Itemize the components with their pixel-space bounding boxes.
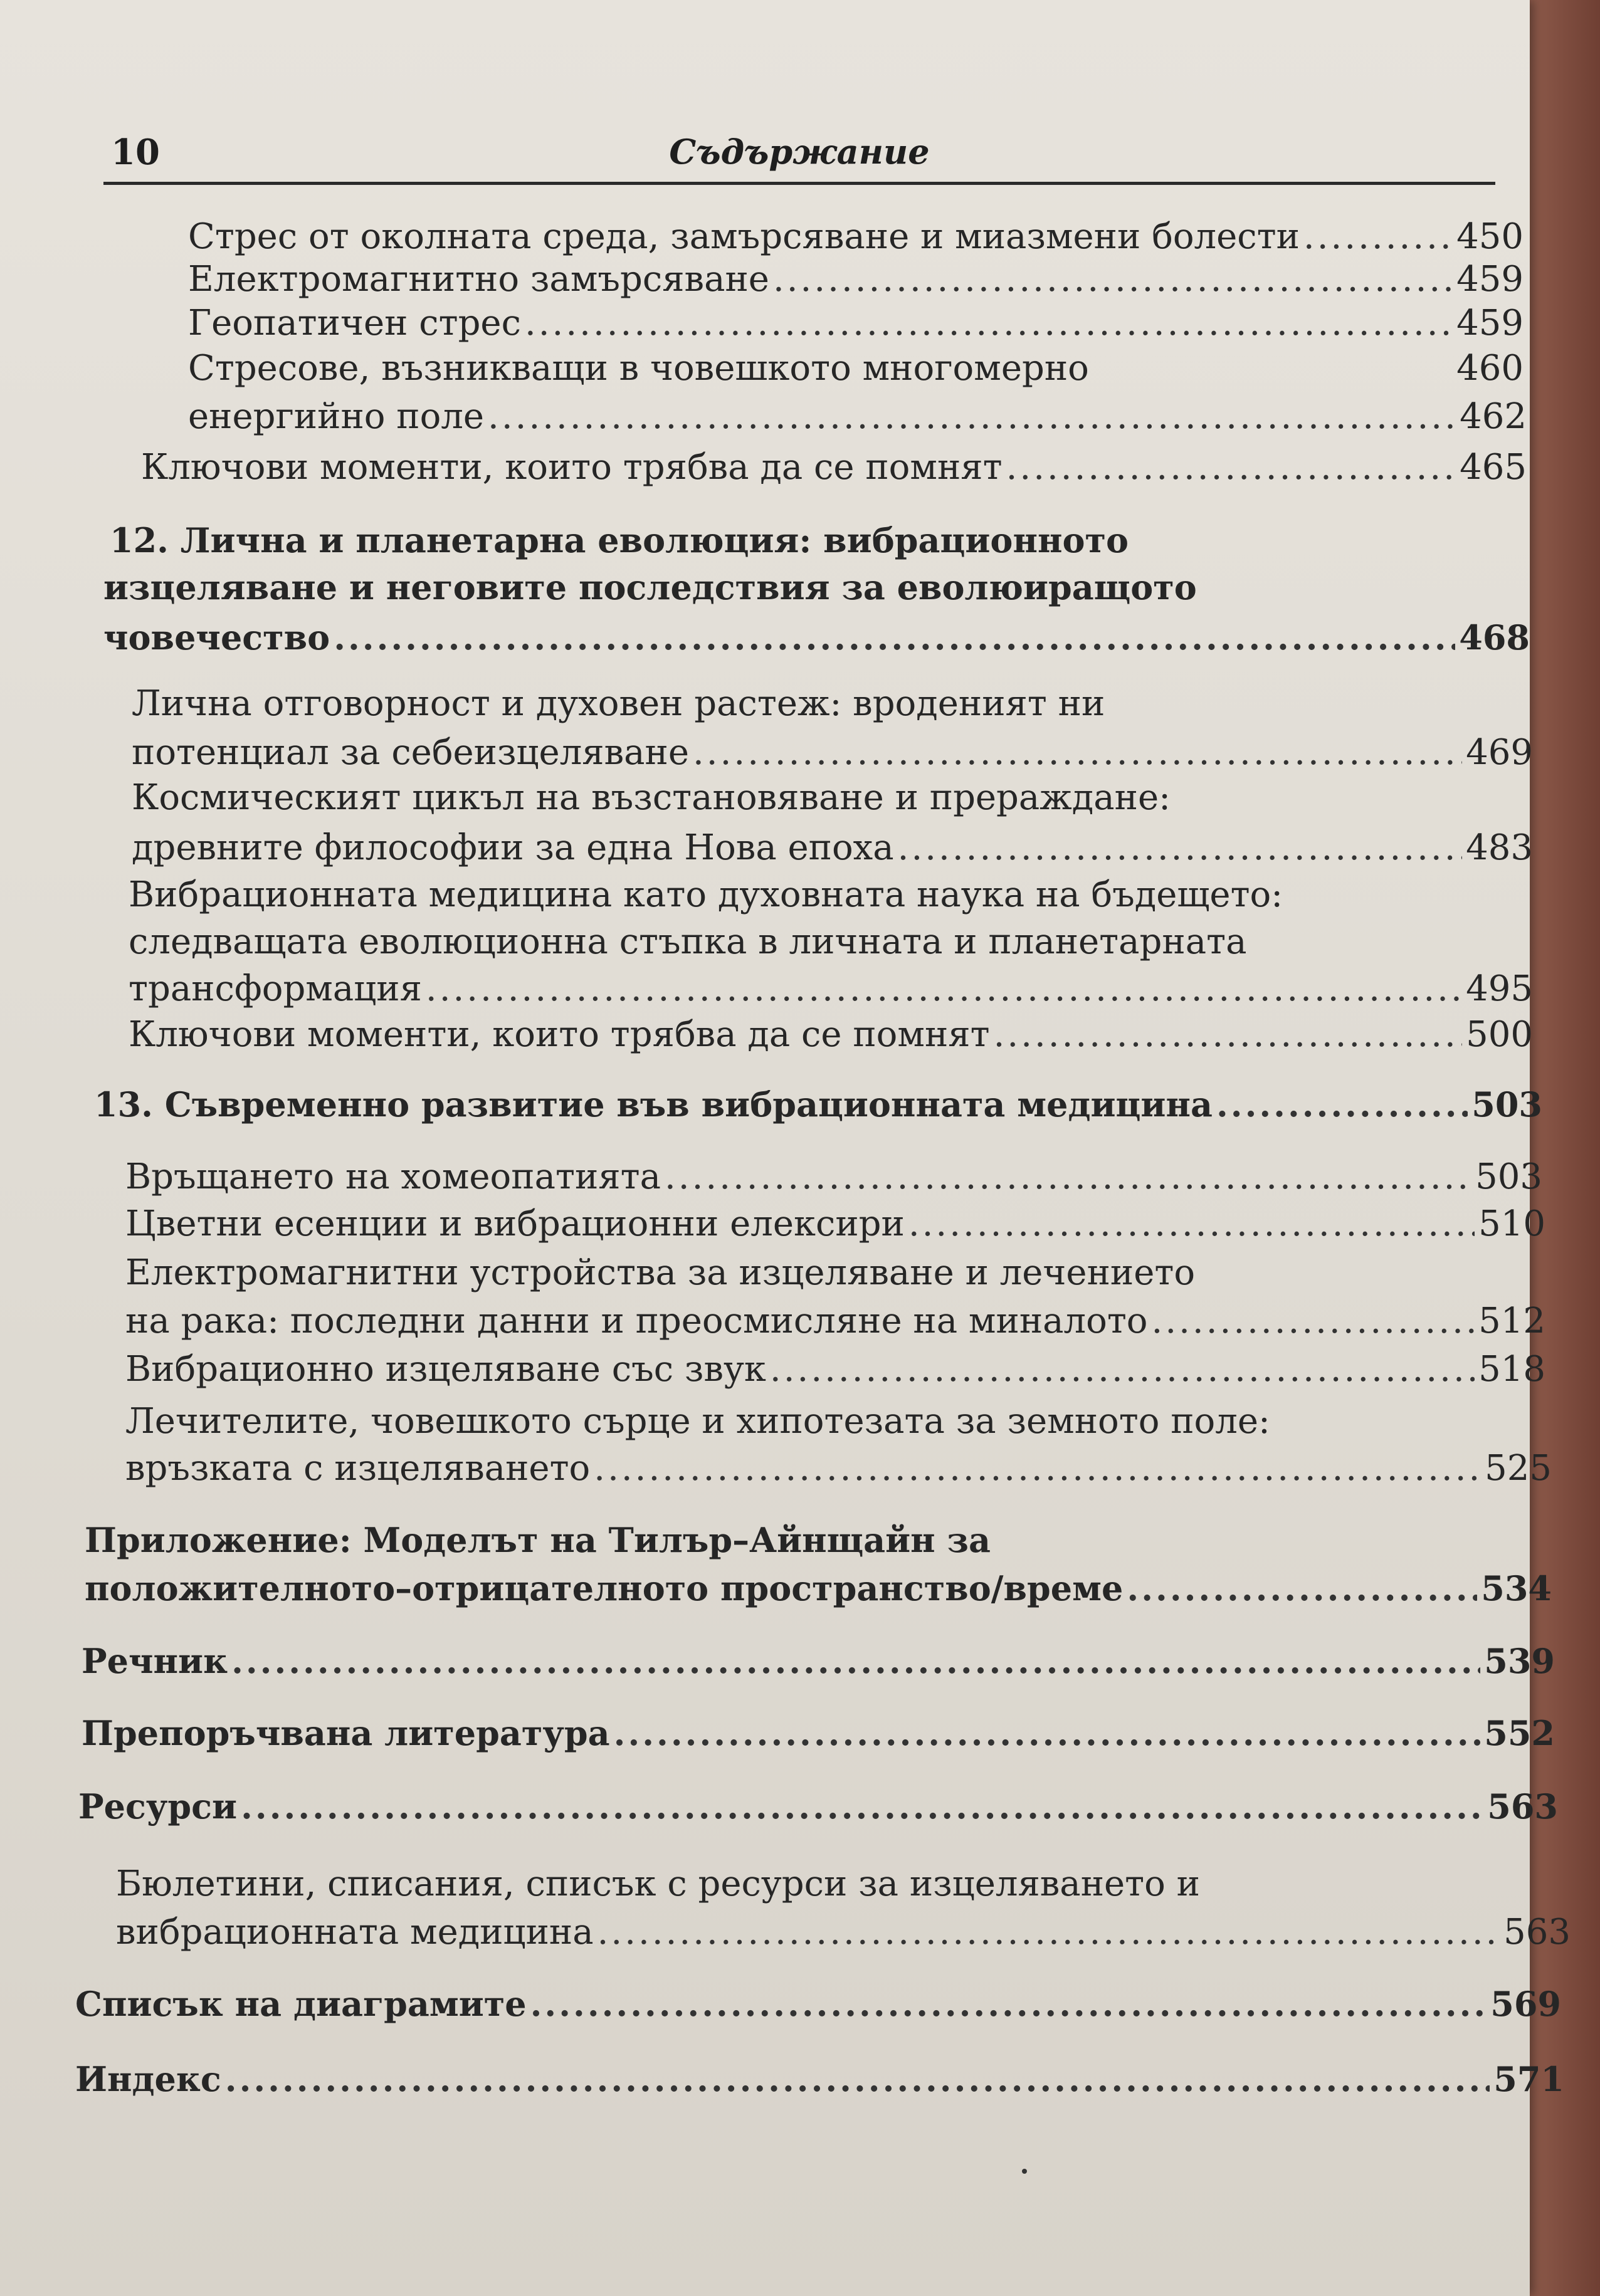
toc-entry[interactable] — [129, 1014, 1533, 1055]
dot-leader — [1006, 447, 1456, 488]
dot-leader — [334, 617, 1455, 658]
toc-entry-page: 503 — [1475, 1156, 1542, 1197]
toc-entry-title: древните философии за една Нова епоха — [132, 827, 894, 868]
toc-entry-page: 450 — [1456, 216, 1524, 257]
toc-entry-page: 483 — [1466, 827, 1533, 868]
toc-entry-line[interactable]: следващата еволюционна стъпка в личната и планетарната — [129, 921, 1247, 962]
toc-entry-page: 563 — [1503, 1912, 1571, 1953]
toc-entry[interactable] — [132, 827, 1533, 868]
toc-entry[interactable] — [188, 216, 1524, 257]
ink-speck — [1022, 2169, 1027, 2174]
toc-entry-page: 495 — [1466, 968, 1533, 1009]
toc-entry-page: 469 — [1466, 732, 1533, 773]
toc-entry-page: 512 — [1478, 1301, 1545, 1341]
diagrams-entry[interactable] — [75, 1984, 1561, 2024]
toc-entry-page: 465 — [1460, 447, 1527, 488]
resources-page: 563 — [1487, 1786, 1558, 1827]
index-entry[interactable] — [75, 2059, 1564, 2099]
toc-entry-title: на рака: последни данни и преосмисляне на миналото — [125, 1301, 1148, 1341]
toc-entry-title: Връщането на хомеопатията — [125, 1156, 661, 1197]
dot-leader — [231, 1641, 1480, 1681]
toc-entry-title: вибрационната медицина — [116, 1912, 594, 1953]
toc-entry-page: 500 — [1466, 1014, 1533, 1055]
toc-entry[interactable] — [188, 396, 1527, 437]
toc-entry[interactable] — [125, 1301, 1545, 1341]
toc-entry-title: Вибрационно изцеляване със звук — [125, 1349, 766, 1390]
dot-leader — [1303, 216, 1453, 257]
toc-entry-page: 459 — [1456, 259, 1524, 300]
chapter-title: човечество — [103, 617, 330, 658]
toc-entry[interactable] — [125, 1203, 1545, 1244]
toc-entry-line[interactable]: Лечителите, човешкото сърце и хипотезата за земното поле: — [125, 1401, 1270, 1442]
toc-entry-page: 518 — [1478, 1349, 1545, 1390]
chapter-page: 468 — [1459, 617, 1530, 658]
diagrams-page: 569 — [1490, 1984, 1561, 2024]
toc-entry[interactable] — [188, 259, 1524, 300]
literature-page: 552 — [1484, 1713, 1555, 1753]
toc-entry-line[interactable]: Бюлетини, списания, списък с ресурси за изцеляването и — [116, 1864, 1200, 1904]
toc-entry-page: 462 — [1460, 396, 1527, 437]
toc-entry-title: трансформация — [129, 968, 422, 1009]
toc-entry-page: 460 — [1456, 348, 1524, 389]
glossary-entry[interactable] — [82, 1641, 1555, 1681]
dot-leader — [1152, 1301, 1475, 1341]
dot-leader — [426, 968, 1462, 1009]
chapter-entry[interactable] — [103, 617, 1530, 658]
toc-entry[interactable] — [188, 303, 1524, 343]
dot-leader — [994, 1014, 1463, 1055]
dot-leader — [594, 1448, 1481, 1489]
glossary-title: Речник — [82, 1641, 228, 1681]
literature-entry[interactable] — [82, 1713, 1555, 1753]
toc-entry-title: Ключови моменти, които трябва да се помнят — [141, 447, 1003, 488]
appendix-title: положителното–отрицателното пространство/време — [85, 1568, 1124, 1608]
dot-leader — [665, 1156, 1471, 1197]
dot-leader — [530, 1984, 1487, 2024]
toc-entry-line[interactable]: Лична отговорност и духовен растеж: вроденият ни — [132, 683, 1105, 724]
chapter-title-line[interactable]: 12. Лична и планетарна еволюция: вибрационното — [110, 520, 1129, 560]
toc-entry[interactable] — [188, 348, 1524, 389]
toc-entry[interactable] — [132, 732, 1533, 773]
dot-leader — [614, 1713, 1481, 1753]
toc-entry[interactable] — [125, 1156, 1542, 1197]
toc-entry-title: Цветни есенции и вибрационни елексири — [125, 1203, 905, 1244]
index-title: Индекс — [75, 2059, 221, 2099]
toc-entry-line[interactable]: Електромагнитни устройства за изцеляване и лечението — [125, 1252, 1196, 1293]
dot-leader — [597, 1912, 1500, 1953]
chapter-title-line[interactable]: изцеляване и неговите последствия за еволюиращото — [103, 567, 1197, 607]
toc-entry-title: Електромагнитно замърсяване — [188, 259, 769, 300]
glossary-page: 539 — [1484, 1641, 1555, 1681]
dot-leader — [241, 1786, 1483, 1827]
toc-entry-title: Геопатичен стрес — [188, 303, 521, 343]
toc-entry[interactable] — [125, 1349, 1545, 1390]
resources-entry[interactable] — [78, 1786, 1558, 1827]
toc-entry-title: Ключови моменти, които трябва да се помнят — [129, 1014, 990, 1055]
toc-entry[interactable] — [129, 968, 1533, 1009]
toc-entry-line[interactable]: Вибрационната медицина като духовната наука на бъдещето: — [129, 874, 1283, 915]
running-title: Съдържание — [669, 132, 930, 172]
toc-entry-page: 525 — [1485, 1448, 1552, 1489]
appendix-page: 534 — [1481, 1568, 1552, 1608]
toc-entry-page: 459 — [1456, 303, 1524, 343]
dot-leader — [898, 827, 1462, 868]
toc-entry-title: потенциал за себеизцеляване — [132, 732, 689, 773]
appendix-entry[interactable] — [85, 1568, 1552, 1608]
dot-leader — [1216, 1084, 1468, 1124]
dot-leader — [1127, 1568, 1477, 1608]
dot-leader — [225, 2059, 1490, 2099]
toc-entry-line[interactable]: Космическият цикъл на възстановяване и прераждане: — [132, 777, 1171, 818]
toc-entry-title: енергийно поле — [188, 396, 485, 437]
chapter-title: 13. Съвременно развитие във вибрационната медицина — [94, 1084, 1213, 1124]
index-page: 571 — [1493, 2059, 1564, 2099]
toc-entry-title: връзката с изцеляването — [125, 1448, 591, 1489]
dot-leader — [773, 259, 1453, 300]
toc-entry[interactable] — [141, 447, 1527, 488]
literature-title: Препоръчвана литература — [82, 1713, 610, 1753]
dot-leader — [693, 732, 1462, 773]
dot-leader — [908, 1203, 1475, 1244]
toc-entry[interactable] — [116, 1912, 1571, 1953]
toc-entry-title: Стресове, възникващи в човешкото многомерно — [188, 348, 1089, 389]
toc-entry-title: Стрес от околната среда, замърсяване и миазмени болести — [188, 216, 1300, 257]
diagrams-title: Списък на диаграмите — [75, 1984, 527, 2024]
toc-entry-page: 510 — [1478, 1203, 1545, 1244]
dot-leader — [488, 396, 1456, 437]
appendix-title-line[interactable]: Приложение: Моделът на Тилър–Айнщайн за — [85, 1520, 991, 1560]
resources-title: Ресурси — [78, 1786, 238, 1827]
toc-entry[interactable] — [125, 1448, 1552, 1489]
chapter-entry[interactable] — [94, 1084, 1542, 1124]
chapter-page: 503 — [1471, 1084, 1542, 1124]
dot-leader — [770, 1349, 1475, 1390]
dot-leader — [525, 303, 1453, 343]
page-number: 10 — [111, 132, 160, 173]
